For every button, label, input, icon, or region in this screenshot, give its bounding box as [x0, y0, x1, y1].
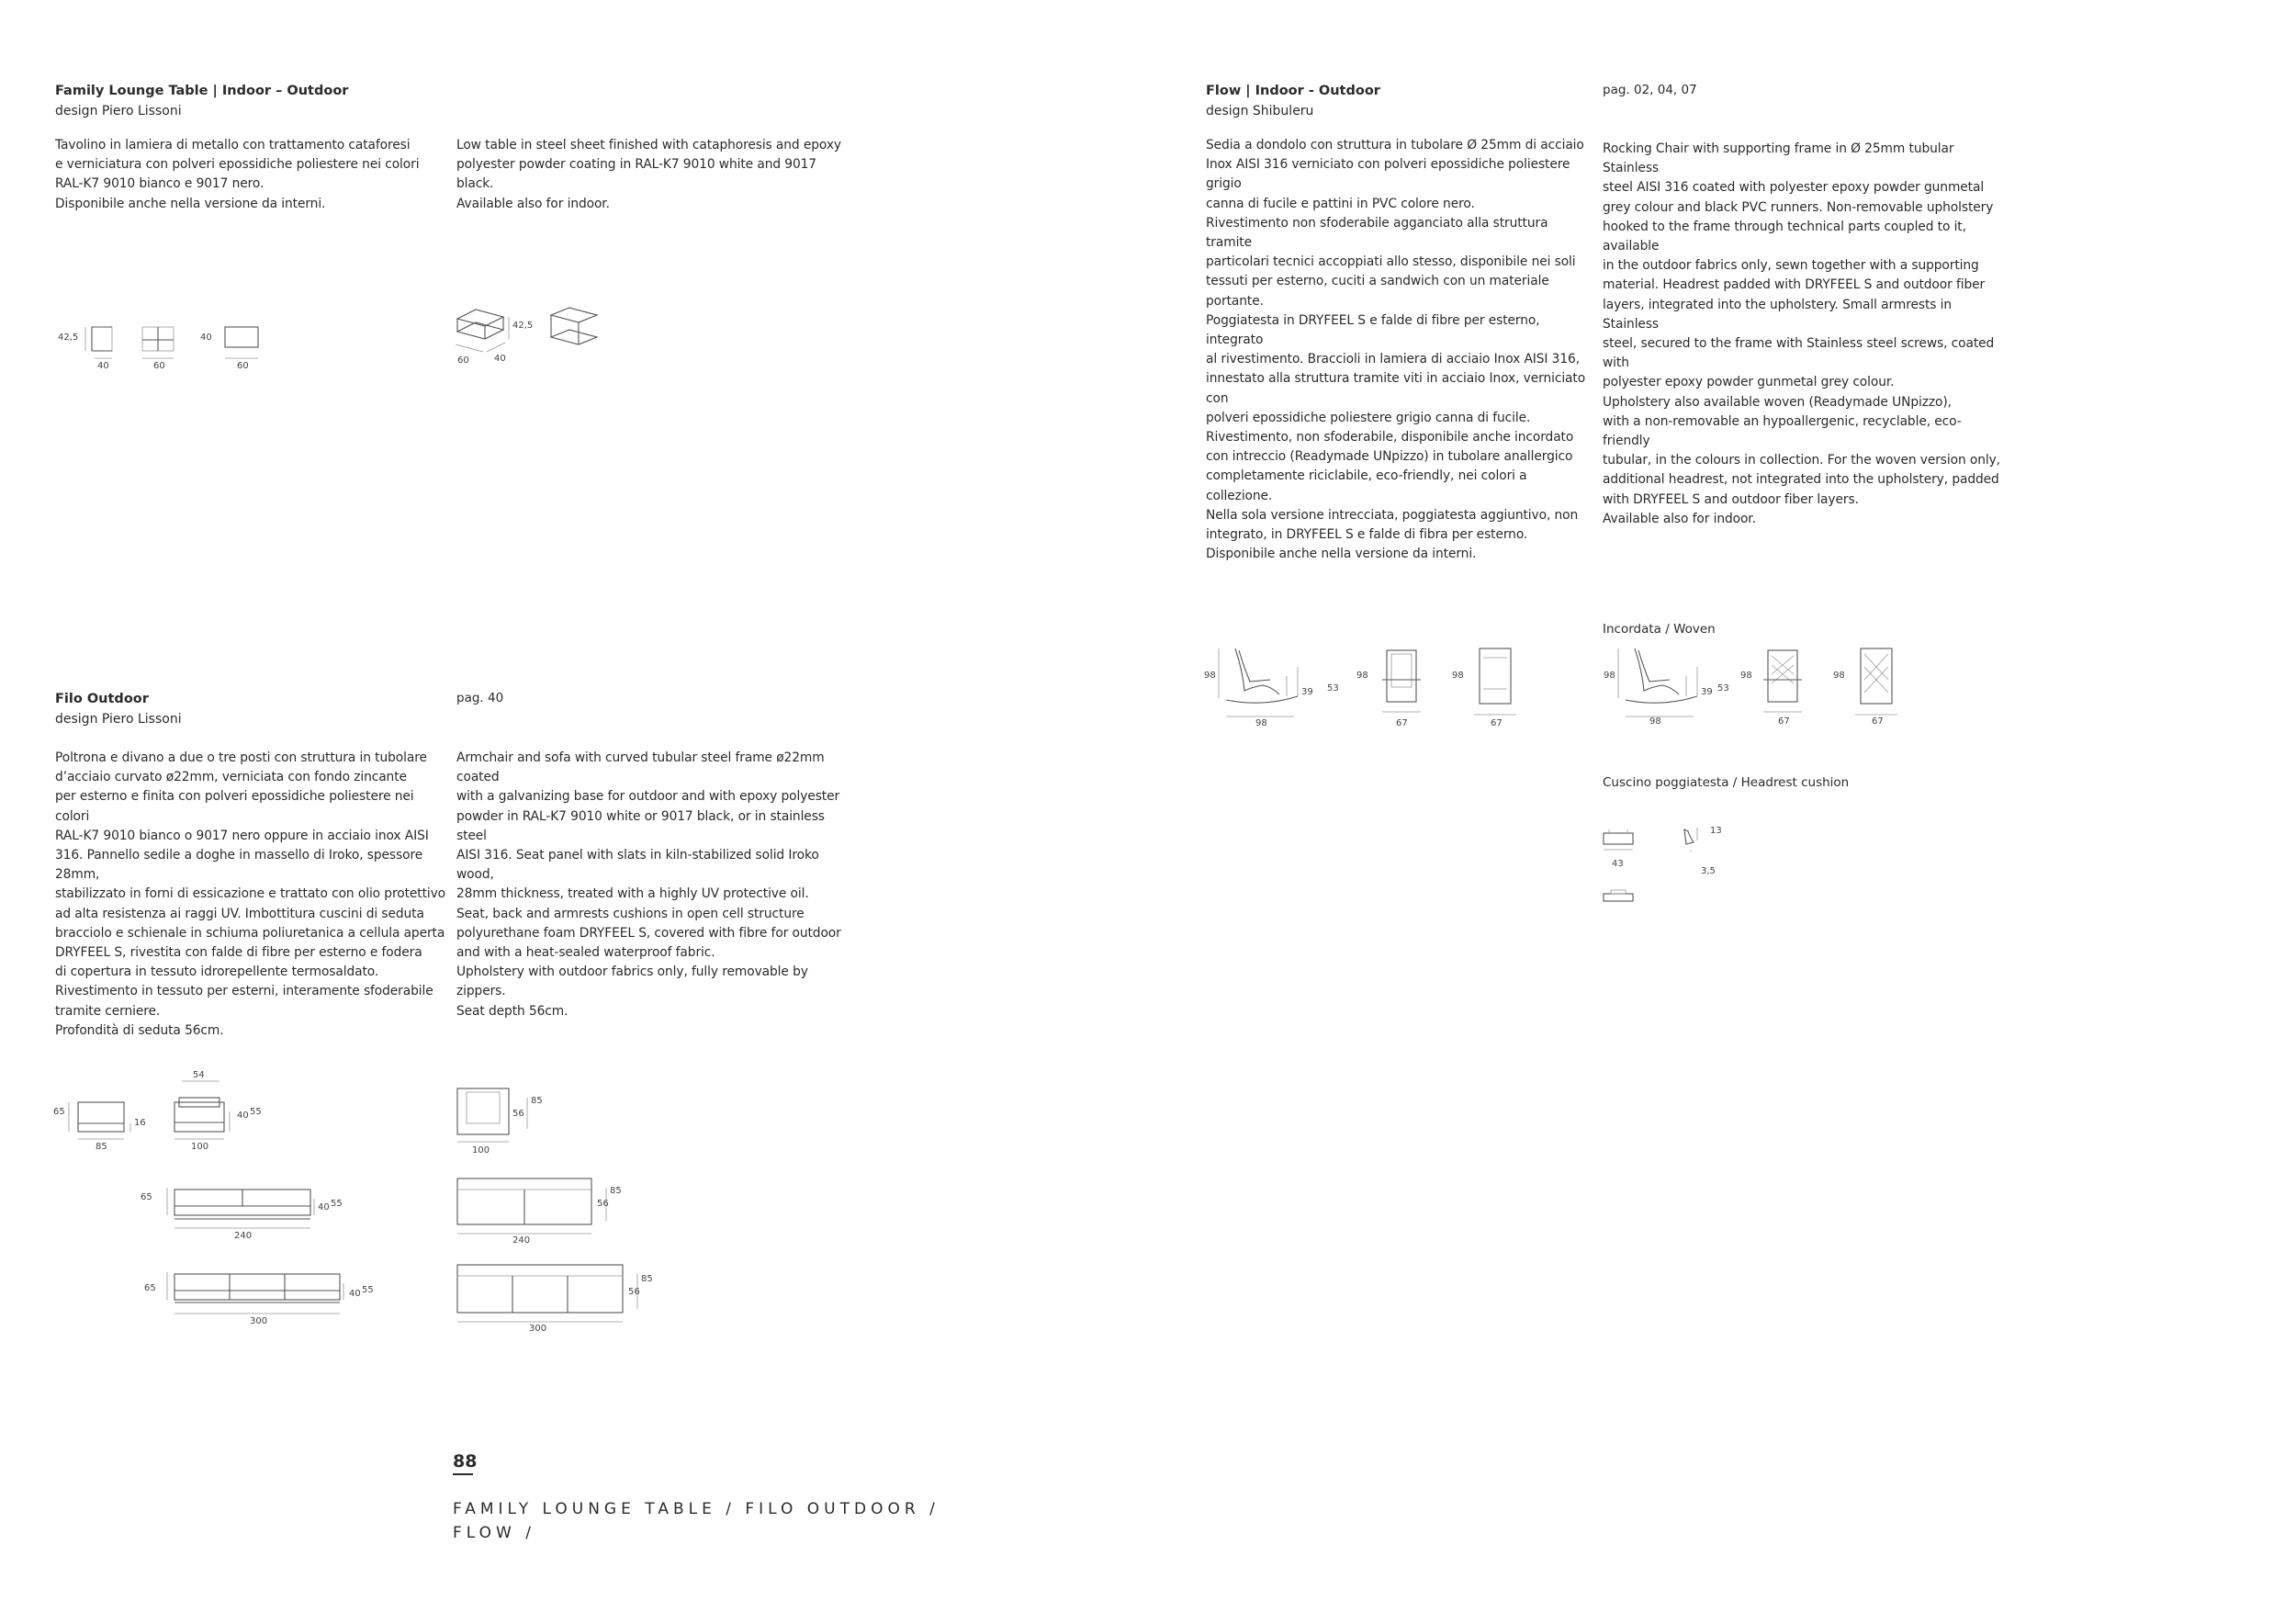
dim-label: 40 [349, 1289, 361, 1299]
page-number: 88 [453, 1451, 478, 1472]
filo-text-italian: Poltrona e divano a due o tre posti con struttura in tubolare d’acciaio curvato ø22mm, verniciata con fondo zincante per esterno e finita con polveri epossidiche poliestere nei colori RAL-K7 9010 bianco o 9017 nero oppure in acciaio inox AISI 316. Pannello sedile a doghe in massello di Iroko, spessore 28mm, stabilizzato in forni di essicazione e trattato con olio protettivo ad alta resistenza ai raggi UV. Imbottitura cuscini di seduta bracciolo e schienale in schiuma poliuretanica a cellula aperta DRYFEEL S, rivestita con falde di fibre per esterno e fodera di copertura in tessuto idrorepellente termosaldato. Rivestimento in tessuto per esterni, interamente sfoderabile tramite cerniere. Profondità di seduta 56cm. [55, 750, 446, 1038]
dim-label: 3,5 [1701, 866, 1716, 876]
dim-label: 100 [191, 1142, 209, 1152]
dim-label: 98 [1452, 671, 1464, 681]
family-isometric-drawings [450, 299, 615, 372]
dim-label: 67 [1396, 718, 1408, 728]
filo-page-ref: pag. 40 [456, 691, 504, 705]
dim-label: 85 [610, 1186, 622, 1196]
filo-header [55, 689, 182, 729]
dim-label: 85 [96, 1142, 107, 1152]
dim-label: 56 [597, 1199, 609, 1209]
dim-label: 53 [1717, 683, 1729, 694]
dim-label: 98 [1604, 671, 1615, 681]
dim-label: 39 [1701, 687, 1713, 697]
family-header [55, 81, 348, 121]
flow-designer: design Shibuleru [1206, 104, 1314, 118]
dim-label: 42,5 [58, 333, 79, 343]
filo-top-views [450, 1079, 680, 1346]
flow-header [1206, 81, 1380, 121]
dim-label: 42,5 [512, 321, 534, 331]
dim-label: 13 [1710, 826, 1722, 836]
family-orthographic-drawings [51, 312, 280, 377]
dim-label: 65 [144, 1283, 156, 1293]
dim-label: 40 [200, 333, 212, 343]
flow-woven-label: Incordata / Woven [1603, 622, 1716, 637]
flow-cushion-drawings [1598, 822, 1745, 914]
dim-label: 60 [237, 361, 249, 371]
family-isometric-views [450, 299, 615, 372]
dim-label: 98 [1255, 718, 1267, 728]
dim-label: 16 [134, 1118, 146, 1128]
filo-front-side-drawings [46, 1070, 374, 1346]
dim-label: 98 [1649, 716, 1661, 727]
page-number-block [453, 1451, 477, 1475]
flow-text-italian: Sedia a dondolo con struttura in tubolare Ø 25mm di acciaio Inox AISI 316 verniciato con polveri epossidiche poliestere grigio canna di fucile e pattini in PVC colore nero. Rivestimento non sfoderabile agganciato alla struttura tramite particolari tecnici accoppiati allo stesso, disponibile nei soli tessuti per esterno, cuciti a sandwich con un materiale portante. Poggiatesta in DRYFEEL S e falde di fibre per esterno, integrato al rivestimento. Braccioli in lamiera di acciaio Inox AISI 316, innestato alla struttura tramite viti in acciaio Inox, verniciato con polveri epossidiche poliestere grigio canna di fucile. Rivestimento, non sfoderabile, disponibile anche incordato con intreccio (Readymade UNpizzo) in tubolare anallergico completamente riciclabile, eco-friendly, nei colori a collezione. Nella sola versione intrecciata, poggiatesta aggiuntivo, non integrato, in DRYFEEL S e falde di fibra per esterno. Disponibile anche nella versione da interni. [1206, 138, 1586, 562]
page-number-underline [453, 1473, 473, 1475]
dim-label: 55 [250, 1107, 262, 1117]
dim-label: 56 [512, 1109, 524, 1119]
dim-label: 60 [153, 361, 165, 371]
family-text-italian: Tavolino in lamiera di metallo con trattamento cataforesi e verniciatura con polveri epossidiche poliestere nei colori RAL-K7 9010 bianco e 9017 nero. Disponibile anche nella versione da interni. [55, 138, 420, 211]
dim-label: 40 [318, 1202, 330, 1212]
dim-label: 56 [628, 1287, 640, 1297]
flow-page-ref: pag. 02, 04, 07 [1603, 83, 1697, 97]
dim-label: 85 [531, 1096, 543, 1106]
family-text-english: Low table in steel sheet finished with cataphoresis and epoxy polyester powder coating in RAL-K7 9010 white and 9017 black. Available also for indoor. [456, 138, 841, 211]
filo-title: Filo Outdoor [55, 692, 149, 706]
dim-label: 240 [234, 1231, 253, 1241]
footer-section-title: FAMILY LOUNGE TABLE / FILO OUTDOOR / FLOW / [453, 1500, 940, 1542]
dim-label: 53 [1327, 683, 1339, 694]
flow-text-english: Rocking Chair with supporting frame in Ø 25mm tubular Stainless steel AISI 316 coated with polyester epoxy powder gunmetal grey colour and black PVC runners. Non-removable upholstery hooked to the frame through technical parts coupled to it, available in the outdoor fabrics only, sewn together with a supporting material. Headrest padded with DRYFEEL S and outdoor fiber layers, integrated into the upholstery. Small armrests in Stainless steel, secured to the frame with Stainless steel screws, coated with polyester epoxy powder gunmetal grey colour. Upholstery also available woven (Readymade UNpizzo), with a non-removable an hypoallergenic, recyclable, eco-friendly tubular, in the colours in collection. For the woven version only, additional headrest, not integrated into the upholstery, padded with DRYFEEL S and outdoor fiber layers. Available also for indoor. [1603, 141, 2000, 526]
dim-label: 300 [250, 1316, 268, 1326]
flow-cushion-label: Cuscino poggiatesta / Headrest cushion [1603, 775, 1850, 790]
flow-standard-drawings [1199, 643, 1529, 735]
dim-label: 85 [641, 1274, 653, 1284]
flow-title: Flow | Indoor - Outdoor [1206, 84, 1380, 98]
dim-label: 55 [331, 1199, 343, 1209]
dim-label: 40 [494, 354, 506, 364]
dim-label: 55 [362, 1285, 374, 1295]
dim-label: 98 [1204, 671, 1216, 681]
dim-label: 67 [1491, 718, 1503, 728]
dim-label: 240 [512, 1235, 531, 1246]
filo-drawing-set-2 [46, 1070, 413, 1346]
dim-label: 300 [529, 1324, 547, 1334]
filo-text-english: Armchair and sofa with curved tubular steel frame ø22mm coated with a galvanizing base for outdoor and with epoxy polyester powder in RAL-K7 9010 white or 9017 black, or in stainless steel AISI 316. Seat panel with slats in kiln-stabilized solid Iroko wood, 28mm thickness, treated with a highly UV protective oil. Seat, back and armrests cushions in open cell structure polyurethane foam DRYFEEL S, covered with fibre for outdoor and with a heat-sealed waterproof fabric. Upholstery with outdoor fabrics only, fully removable by zippers. Seat depth 56cm. [456, 750, 841, 1019]
family-designer: design Piero Lissoni [55, 104, 182, 118]
filo-top-view-drawings [450, 1079, 680, 1346]
dim-label: 39 [1301, 687, 1313, 697]
dim-label: 40 [97, 361, 109, 371]
dim-label: 98 [1740, 671, 1752, 681]
dim-label: 40 [237, 1111, 249, 1121]
family-title: Family Lounge Table | Indoor – Outdoor [55, 84, 349, 98]
flow-woven-drawings [1598, 643, 1929, 735]
dim-label: 43 [1612, 859, 1624, 869]
dim-label: 65 [53, 1107, 65, 1117]
dim-label: 60 [457, 355, 469, 366]
flow-standard-views [1199, 643, 1529, 735]
dim-label: 65 [141, 1192, 152, 1202]
dim-label: 54 [193, 1070, 205, 1080]
dim-label: 67 [1872, 716, 1884, 727]
dim-label: 100 [472, 1145, 490, 1156]
dim-label: 98 [1356, 671, 1368, 681]
dim-label: 98 [1833, 671, 1845, 681]
dim-label: 67 [1778, 716, 1790, 727]
filo-designer: design Piero Lissoni [55, 712, 182, 727]
